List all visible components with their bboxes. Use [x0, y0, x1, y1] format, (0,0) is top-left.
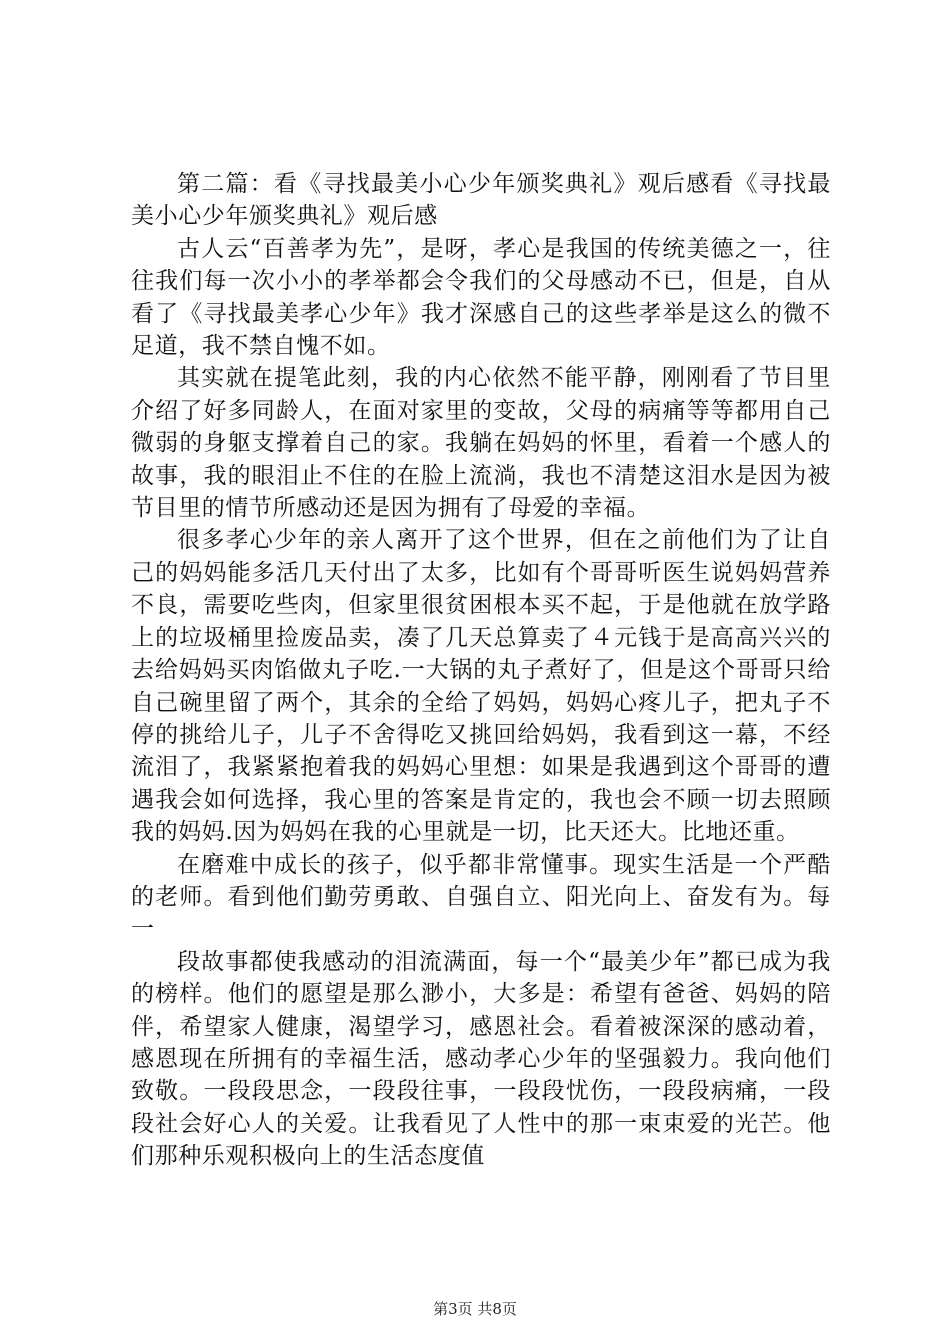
- page-number-footer: 第3页 共8页: [433, 1300, 517, 1318]
- body-paragraph: 很多孝心少年的亲人离开了这个世界，但在之前他们为了让自己的妈妈能多活几天付出了太多，比如有个哥哥听医生说妈妈营养不良，需要吃些肉，但家里很贫困根本买不起，于是他就在放学路上的垃圾桶里捡废品卖，凑了几天总算卖了４元钱于是高高兴兴的去给妈妈买肉馅做丸子吃.一大锅的丸子煮好了，但是这个哥哥只给自己碗里留了两个，其余的全给了妈妈，妈妈心疼儿子，把丸子不停的挑给儿子，儿子不舍得吃又挑回给妈妈，我看到这一幕，不经流泪了，我紧紧抱着我的妈妈心里想：如果是我遇到这个哥哥的遭遇我会如何选择，我心里的答案是肯定的，我也会不顾一切去照顾我的妈妈.因为妈妈在我的心里就是一切，比天还大。比地还重。: [131, 527, 831, 846]
- body-paragraph: 在磨难中成长的孩子，似乎都非常懂事。现实生活是一个严酷的老师。看到他们勤劳勇敢、自强自立、阳光向上、奋发有为。每一: [131, 851, 831, 943]
- document-body: [131, 168, 831, 1173]
- body-paragraph: 古人云“百善孝为先”，是呀，孝心是我国的传统美德之一，往往我们每一次小小的孝举都会令我们的父母感动不已，但是，自从看了《寻找最美孝心少年》我才深感自己的这些孝举是这么的微不足道，我不禁自愧不如。: [131, 235, 831, 360]
- body-paragraph: 其实就在提笔此刻，我的内心依然不能平静，刚刚看了节目里介绍了好多同龄人，在面对家里的变故，父母的病痛等等都用自己微弱的身躯支撑着自己的家。我躺在妈妈的怀里，看着一个感人的故事，我的眼泪止不住的在脸上流淌，我也不清楚这泪水是因为被节目里的情节所感动还是因为拥有了母爱的幸福。: [131, 365, 831, 522]
- heading-paragraph: 第二篇：看《寻找最美小心少年颁奖典礼》观后感看《寻找最美小心少年颁奖典礼》观后感: [131, 171, 831, 230]
- body-paragraph: 段故事都使我感动的泪流满面，每一个“最美少年”都已成为我的榜样。他们的愿望是那么渺小，大多是：希望有爸爸、妈妈的陪伴，希望家人健康，渴望学习，感恩社会。看着被深深的感动着，感恩现在所拥有的幸福生活，感动孝心少年的坚强毅力。我向他们致敬。一段段思念，一段段往事，一段段忧伤，一段段病痛，一段段社会好心人的关爱。让我看见了人性中的那一束束爱的光芒。他们那种乐观积极向上的生活态度值: [131, 948, 831, 1170]
